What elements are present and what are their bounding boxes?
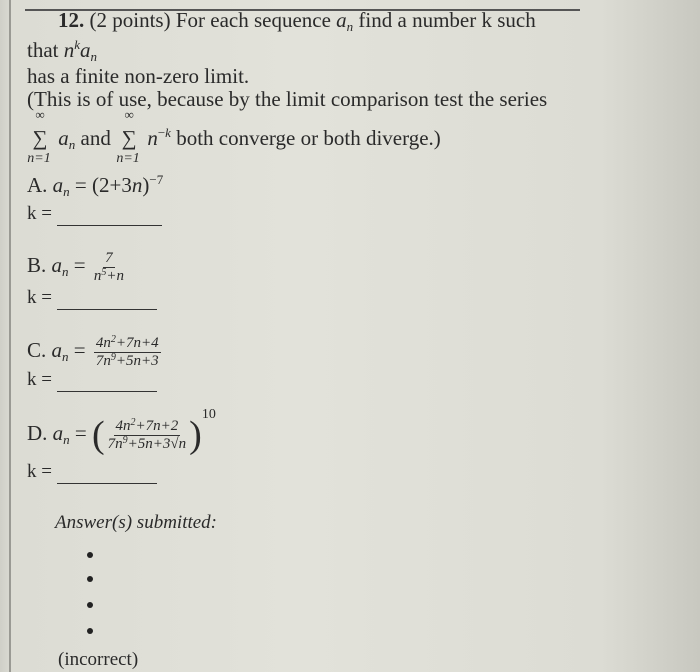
answer-status: (incorrect)	[58, 649, 139, 670]
summation-symbol: ∞ ∑ n=1	[27, 107, 51, 166]
summation-symbol: ∞ ∑ n=1	[116, 107, 140, 166]
bullet-icon	[87, 576, 93, 582]
part-b-answer: k =	[27, 288, 157, 310]
bullet-icon	[87, 552, 93, 558]
problem-line-2: that $n^ka_n$	[27, 37, 98, 64]
part-a-formula: A. $a_n = (2+3n)^{-7}$	[27, 172, 164, 199]
part-a-k-input[interactable]	[57, 209, 162, 226]
part-c-formula: C. $a_n$ = $\frac{4n^2+7n+4}{7n^9+5n+3}$	[27, 334, 159, 369]
bullet-icon	[87, 628, 93, 634]
part-d-answer: k =	[27, 462, 157, 484]
part-c-answer: k =	[27, 370, 157, 392]
series-statement: ∞ ∑ n=1 $a_n$ and ∞ ∑ n=1 $n^{-k}$ both converge or both diverge.)	[27, 107, 441, 166]
part-c-k-input[interactable]	[57, 375, 157, 392]
part-a-answer: k =	[27, 204, 162, 226]
bullet-icon	[87, 602, 93, 608]
part-b-formula: B. $a_n$ = $\frac{7}{n^5+n}$	[27, 250, 124, 284]
part-d-formula: D. $a_n$ = ( $\frac{4n^2+7n+2}{7n^9+5n+3√n}$ )$^{10}$	[27, 407, 216, 457]
problem-line-3: has a finite non-zero limit.	[27, 64, 250, 88]
problem-header: 12. (2 points) For each sequence $a_n$ find a number k such	[58, 8, 536, 34]
part-b-k-input[interactable]	[57, 293, 157, 310]
answers-submitted-title: Answer(s) submitted:	[55, 512, 218, 533]
part-d-k-input[interactable]	[57, 467, 157, 484]
page-border	[9, 0, 11, 672]
problem-note: (This is of use, because by the limit comparison test the series	[27, 87, 548, 111]
